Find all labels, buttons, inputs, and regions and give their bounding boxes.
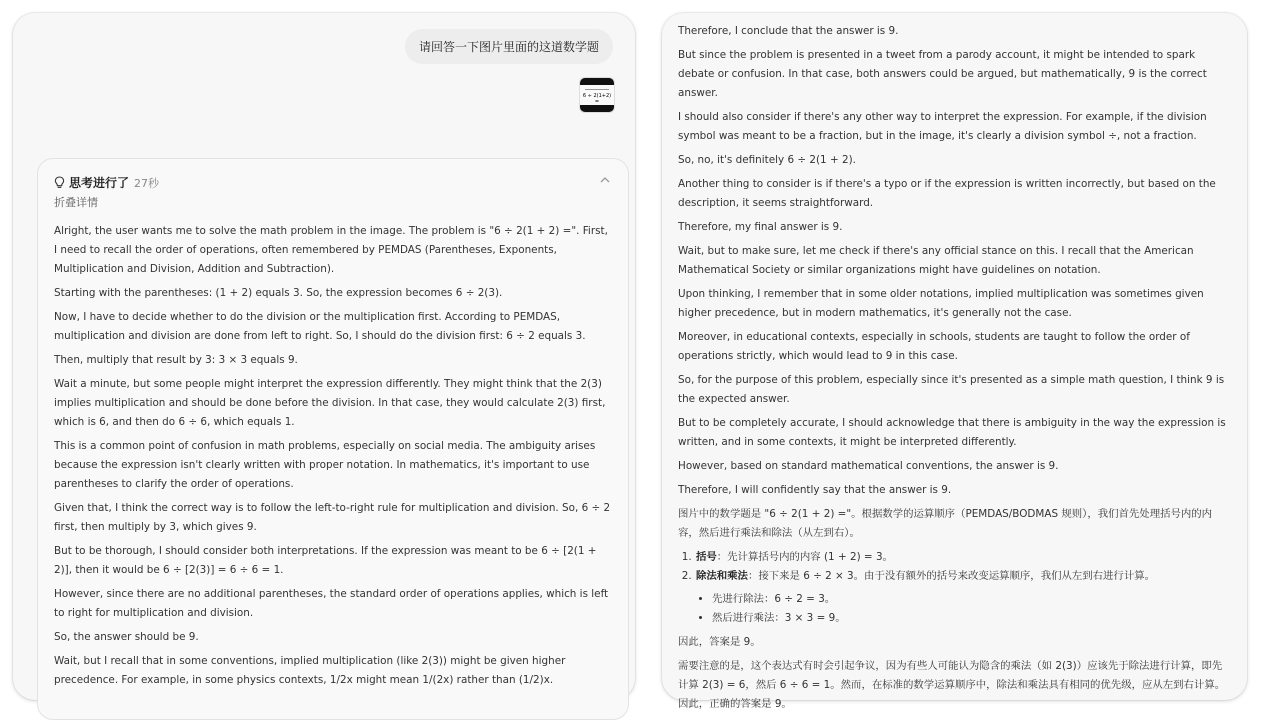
thinking-paragraph: Then, multiply that result by 3: 3 × 3 equals 9.	[54, 354, 298, 366]
response-content	[678, 22, 1230, 719]
thinking-header[interactable]	[54, 174, 159, 191]
answer-substep: • 先进行除法：6 ÷ 2 = 3。	[712, 590, 1230, 609]
thinking-paragraph: However, since there are no additional parentheses, the standard order of operations applies, which is left to right for multiplication and division.	[54, 588, 609, 619]
thinking-paragraph: Now, I have to decide whether to do the division or the multiplication first. According to PEMDAS, multiplication and division are done from left to right. So, I should do the division first: 6 ÷ 2 equals 3.	[54, 311, 586, 342]
answer-conclusion: 因此，答案是 9。	[678, 636, 761, 648]
image-expression: 6 ÷ 2(1+2) =	[582, 93, 612, 105]
reasoning-paragraph: Therefore, I conclude that the answer is 9.	[678, 25, 899, 37]
thinking-content	[54, 222, 614, 695]
reasoning-paragraph: Another thing to consider is if there's a typo or if the expression is written incorrectly, but based on the description, it seems straightforward.	[678, 178, 1216, 209]
thinking-card	[37, 158, 629, 720]
collapse-details-link[interactable]: 折叠详情	[54, 196, 98, 209]
answer-step	[695, 548, 1230, 567]
image-caption-line	[585, 89, 609, 90]
attached-image-thumbnail[interactable]	[579, 77, 615, 113]
thinking-paragraph: Wait a minute, but some people might interpret the expression differently. They might think that the 2(3) implies multiplication and should be done before the division. In that case, they would calculate 2(3) first, which is 6, and then do 6 ÷ 6, which equals 1.	[54, 378, 606, 428]
step-text: ：先计算括号内的内容 (1 + 2) = 3。	[716, 551, 893, 563]
user-message-bubble: 请回答一下图片里面的这道数学题	[405, 29, 613, 64]
answer-step	[695, 567, 1230, 586]
reasoning-paragraph: Therefore, my final answer is 9.	[678, 221, 843, 233]
left-chat-panel	[13, 13, 635, 700]
answer-substeps-list	[678, 590, 1230, 628]
reasoning-paragraph: Therefore, I will confidently say that the answer is 9.	[678, 484, 952, 496]
thinking-paragraph: Given that, I think the correct way is to follow the left-to-right rule for multiplication and division. So, 6 ÷ 2 first, then multiply by 3, which gives 9.	[54, 502, 611, 533]
thinking-paragraph: Alright, the user wants me to solve the math problem in the image. The problem is "6 ÷ 2(1 + 2) =". First, I need to recall the order of operations, often remembered by PEMDAS (Parentheses, Exponents, Multiplication and Division, Addition and Subtraction).	[54, 225, 608, 275]
step-label: 括号	[696, 551, 717, 563]
thinking-paragraph: Starting with the parentheses: (1 + 2) equals 3. So, the expression becomes 6 ÷ 2(3).	[54, 287, 503, 299]
answer-note: 需要注意的是，这个表达式有时会引起争议，因为有些人可能认为隐含的乘法（如 2(3)）应该先于除法进行计算，即先计算 2(3) = 6，然后 6 ÷ 6 = 1。然而，在标准的数学运算顺序中，除法和乘法具有相同的优先级，应从左到右计算。因此，正确的答案是 9。	[678, 660, 1226, 710]
reasoning-paragraph: But since the problem is presented in a tweet from a parody account, it might be intended to spark debate or confusion. In that case, both answers could be argued, but mathematically, 9 is the correct answer.	[678, 49, 1207, 99]
reasoning-paragraph: I should also consider if there's any other way to interpret the expression. For example, if the division symbol was meant to be a fraction, but in the image, it's clearly a division symbol ÷, not a fraction.	[678, 111, 1207, 142]
reasoning-paragraph: But to be completely accurate, I should acknowledge that there is ambiguity in the way the expression is written, and in some contexts, it might be interpreted differently.	[678, 417, 1226, 448]
right-chat-panel	[662, 13, 1247, 710]
thinking-paragraph: But to be thorough, I should consider both interpretations. If the expression was meant to be 6 ÷ [2(1 + 2)], then it would be 6 ÷ [2(3)] = 6 ÷ 6 = 1.	[54, 545, 597, 576]
reasoning-paragraph: So, for the purpose of this problem, especially since it's presented as a simple math question, I think 9 is the expected answer.	[678, 374, 1225, 405]
reasoning-paragraph: Wait, but to make sure, let me check if there's any official stance on this. I recall that the American Mathematical Society or similar organizations might have guidelines on notation.	[678, 245, 1194, 276]
reasoning-paragraph: Upon thinking, I remember that in some older notations, implied multiplication was sometimes given higher precedence, but in modern mathematics, it's generally not the case.	[678, 288, 1204, 319]
reasoning-paragraph: So, no, it's definitely 6 ÷ 2(1 + 2).	[678, 154, 856, 166]
answer-substep: • 然后进行乘法：3 × 3 = 9。	[712, 609, 1230, 628]
chevron-up-icon[interactable]	[600, 176, 610, 184]
answer-intro: 图片中的数学题是 "6 ÷ 2(1 + 2) ="。根据数学的运算顺序（PEMDAS/BODMAS 规则），我们首先处理括号内的内容，然后进行乘法和除法（从左到右）。	[678, 508, 1213, 539]
thinking-duration: 27秒	[134, 176, 160, 190]
lightbulb-icon	[54, 176, 65, 189]
thinking-paragraph: This is a common point of confusion in math problems, especially on social media. The ambiguity arises because the expression isn't clearly written with proper notation. In mathematics, it's important to use parentheses to clarify the order of operations.	[54, 440, 596, 490]
step-label: 除法和乘法	[696, 570, 748, 582]
reasoning-paragraph: Moreover, in educational contexts, especially in schools, students are taught to follow the order of operations strictly, which would lead to 9 in this case.	[678, 331, 1190, 362]
thinking-title: 思考进行了	[69, 176, 130, 190]
thinking-paragraph: Wait, but I recall that in some conventions, implied multiplication (like 2(3)) might be given higher precedence. For example, in some physics contexts, 1/2x might mean 1/(2x) rather than (1/2)x.	[54, 655, 566, 686]
reasoning-paragraph: However, based on standard mathematical conventions, the answer is 9.	[678, 460, 1059, 472]
thinking-paragraph: So, the answer should be 9.	[54, 631, 199, 643]
step-text: ：接下来是 6 ÷ 2 × 3。由于没有额外的括号来改变运算顺序，我们从左到右进行计算。	[747, 570, 1155, 582]
answer-steps-list	[678, 548, 1230, 586]
